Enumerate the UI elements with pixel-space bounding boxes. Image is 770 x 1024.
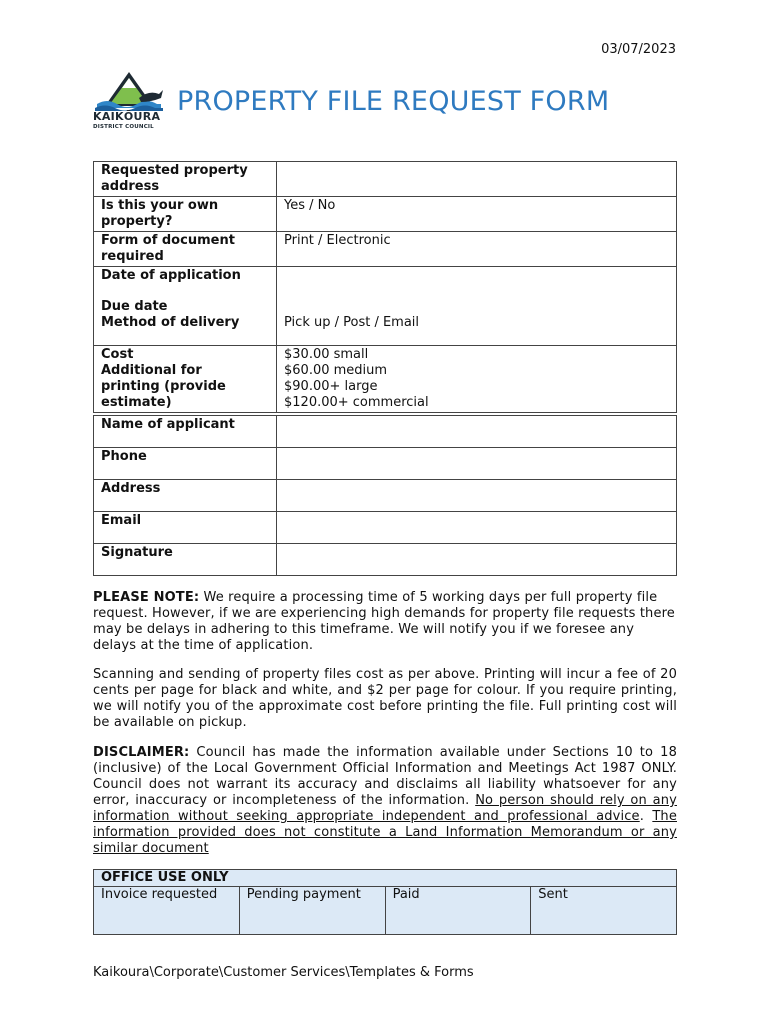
applicant-table bbox=[93, 415, 677, 576]
field-label bbox=[94, 232, 277, 267]
table-row bbox=[94, 346, 677, 413]
label-additional-2: printing (provide bbox=[101, 379, 226, 394]
cost-commercial: $120.00+ commercial bbox=[284, 395, 429, 410]
email-field[interactable] bbox=[277, 512, 677, 544]
table-row bbox=[94, 870, 677, 887]
table-row bbox=[94, 512, 677, 544]
office-invoice-cell[interactable]: Invoice requested bbox=[94, 887, 240, 935]
document-date: 03/07/2023 bbox=[601, 42, 676, 57]
disclaimer-mid: . bbox=[639, 809, 653, 824]
applicant-name-field[interactable] bbox=[277, 416, 677, 448]
disclaimer-paragraph bbox=[93, 745, 677, 857]
requested-address-field[interactable] bbox=[277, 162, 677, 197]
cost-large: $90.00+ large bbox=[284, 379, 378, 394]
cost-small: $30.00 small bbox=[284, 347, 369, 362]
label-additional-1: Additional for bbox=[101, 363, 202, 378]
footer-path: Kaikoura\Corporate\Customer Services\Templates & Forms bbox=[93, 965, 474, 980]
label-email: Email bbox=[101, 513, 142, 528]
disclaimer-heading: DISCLAIMER: bbox=[93, 745, 190, 760]
signature-field[interactable] bbox=[277, 544, 677, 576]
office-use-heading: OFFICE USE ONLY bbox=[94, 870, 677, 887]
table-row bbox=[94, 448, 677, 480]
label-due-date: Due date bbox=[101, 299, 168, 314]
field-label bbox=[94, 346, 277, 413]
page-title: PROPERTY FILE REQUEST FORM bbox=[177, 86, 610, 117]
disclaimer-underlined-2: The information provided does not constitute a Land Information Memorandum or any similar document bbox=[93, 809, 677, 856]
field-label bbox=[94, 416, 277, 448]
council-logo bbox=[93, 70, 165, 136]
request-table bbox=[93, 161, 677, 413]
processing-note bbox=[93, 590, 677, 654]
scanning-paragraph: Scanning and sending of property files cost as per above. Printing will incur a fee of 20 cents per page for black and white, and $2 per page for colour. If you require printing, we will notify you of the approximate cost before printing the file. Full printing cost will be available on pickup. bbox=[93, 667, 677, 730]
table-row bbox=[94, 480, 677, 512]
logo-name: KAIKŌURA bbox=[93, 110, 161, 123]
disclaimer-text: Council has made the information available under Sections 10 to 18 (inclusive) of the Local Government Official Information and Meetings Act 1987 ONLY. Council does not warrant its accuracy and disclaims all liability whatsoever for any error, inaccuracy or incompleteness of the information. bbox=[93, 745, 677, 808]
logo-subtitle: DISTRICT COUNCIL bbox=[93, 124, 154, 130]
address-field[interactable] bbox=[277, 480, 677, 512]
field-label bbox=[94, 448, 277, 480]
table-row bbox=[94, 197, 677, 232]
value-delivery-method: Pick up / Post / Email bbox=[284, 315, 420, 330]
cost-field bbox=[277, 346, 677, 413]
cost-medium: $60.00 medium bbox=[284, 363, 388, 378]
phone-field[interactable] bbox=[277, 448, 677, 480]
table-row bbox=[94, 416, 677, 448]
field-label bbox=[94, 267, 277, 346]
field-label bbox=[94, 544, 277, 576]
label-own-property: Is this your own property? bbox=[101, 198, 219, 229]
mountain-logo-icon bbox=[93, 70, 165, 112]
field-label bbox=[94, 197, 277, 232]
table-row bbox=[94, 887, 677, 935]
value-own-property: Yes / No bbox=[284, 198, 336, 213]
label-date-of-application: Date of application bbox=[101, 268, 241, 283]
field-label bbox=[94, 162, 277, 197]
label-address: Address bbox=[101, 481, 161, 496]
label-delivery-method: Method of delivery bbox=[101, 315, 240, 330]
office-pending-cell[interactable]: Pending payment bbox=[239, 887, 385, 935]
label-phone: Phone bbox=[101, 449, 147, 464]
office-paid-cell[interactable]: Paid bbox=[385, 887, 531, 935]
office-use-table bbox=[93, 869, 677, 935]
disclaimer-underlined-1: No person should rely on any information without seeking appropriate independent and professional advice bbox=[93, 793, 677, 824]
label-additional-3: estimate) bbox=[101, 395, 172, 410]
delivery-field[interactable] bbox=[277, 267, 677, 346]
document-form-field[interactable] bbox=[277, 232, 677, 267]
table-row bbox=[94, 162, 677, 197]
field-label bbox=[94, 480, 277, 512]
label-requested-address: Requested property address bbox=[101, 163, 248, 194]
label-cost: Cost bbox=[101, 347, 134, 362]
field-label bbox=[94, 512, 277, 544]
own-property-field[interactable] bbox=[277, 197, 677, 232]
table-row bbox=[94, 232, 677, 267]
table-row bbox=[94, 544, 677, 576]
note-text: We require a processing time of 5 working days per full property file request. However, if we are experiencing high demands for property file requests there may be delays in adhering to this timeframe. We will notify you if we foresee any delays at the time of application. bbox=[93, 590, 675, 653]
note-heading: PLEASE NOTE: bbox=[93, 590, 200, 605]
label-applicant-name: Name of applicant bbox=[101, 417, 235, 432]
table-row bbox=[94, 267, 677, 346]
label-signature: Signature bbox=[101, 545, 173, 560]
value-document-form: Print / Electronic bbox=[284, 233, 391, 248]
office-sent-cell[interactable]: Sent bbox=[531, 887, 677, 935]
label-document-form: Form of document required bbox=[101, 233, 235, 264]
